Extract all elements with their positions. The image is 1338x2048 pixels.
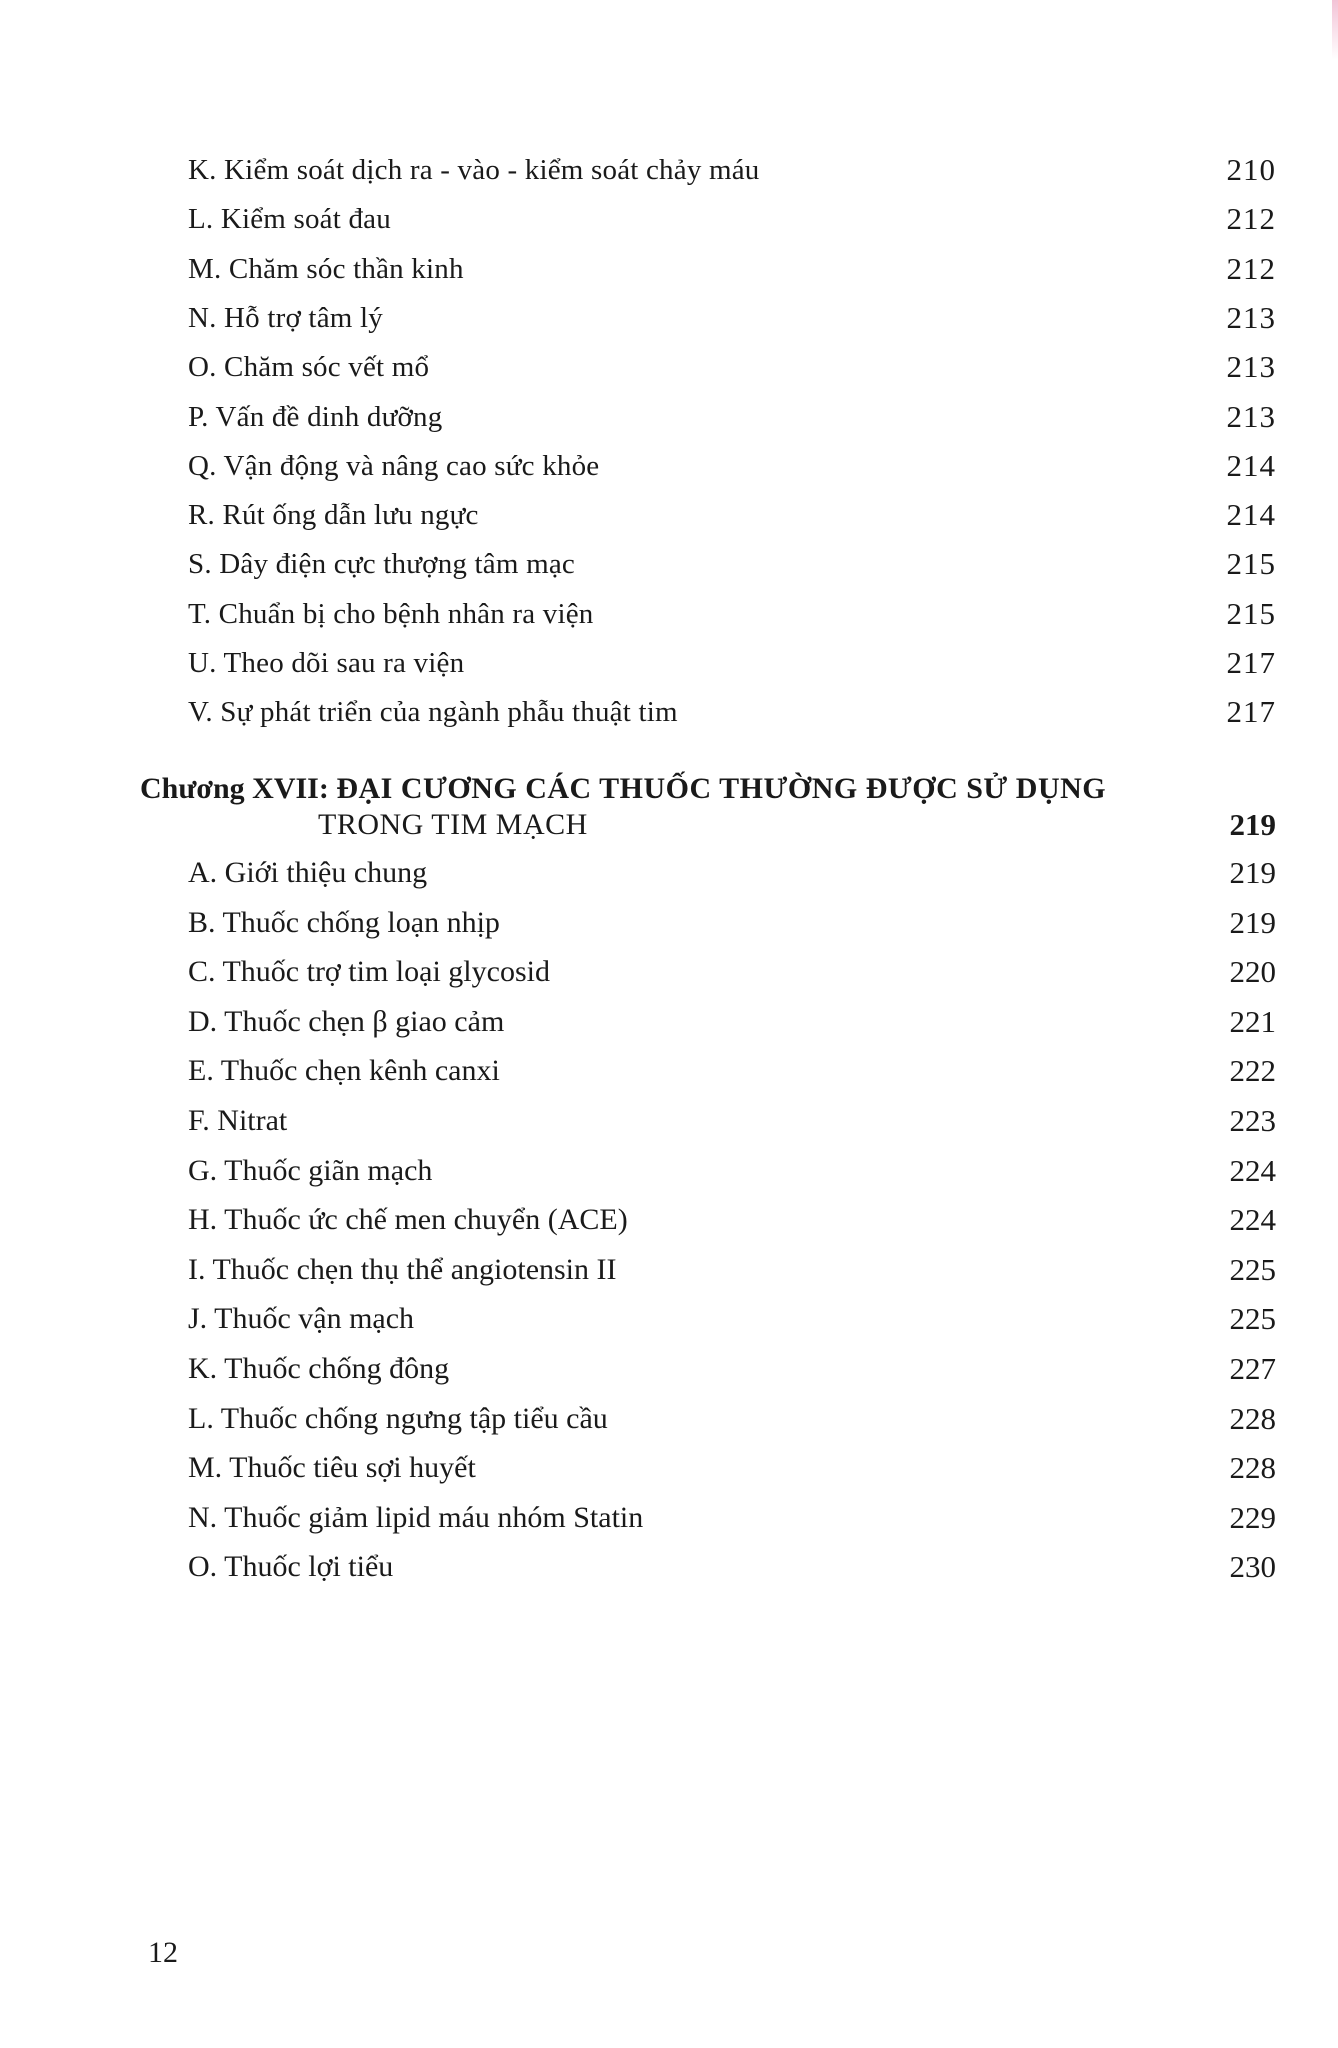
- chapter-title-line2: TRONG TIM MẠCH: [318, 808, 588, 841]
- chapter-title-line1: ĐẠI CƯƠNG CÁC THUỐC THƯỜNG ĐƯỢC SỬ DỤNG: [336, 772, 1107, 805]
- toc-entry: [188, 343, 1276, 391]
- toc-entry-label: K. Thuốc chống đông: [188, 1352, 450, 1385]
- toc-entry: [188, 1444, 1276, 1492]
- toc-entry: [188, 442, 1276, 490]
- toc-entry-label: G. Thuốc giãn mạch: [188, 1153, 433, 1187]
- toc-entry: [188, 1147, 1276, 1195]
- toc-entry-label: J. Thuốc vận mạch: [188, 1302, 415, 1336]
- toc-entry-page: 213: [1226, 299, 1276, 335]
- page-edge-mark: [1332, 0, 1338, 60]
- toc-entry: [188, 849, 1276, 897]
- toc-entry-page: 215: [1226, 595, 1276, 631]
- toc-entry: [188, 393, 1276, 441]
- toc-entry: [188, 1246, 1276, 1294]
- toc-entry: [188, 245, 1276, 293]
- toc-entry: [188, 899, 1276, 947]
- toc-entry: [188, 1047, 1276, 1095]
- toc-entry: [188, 590, 1276, 638]
- toc-entry-page: 228: [1229, 1450, 1276, 1486]
- toc-entry: [188, 1543, 1276, 1591]
- chapter-page-number: 219: [1229, 807, 1276, 842]
- toc-entry-label: R. Rút ống dẫn lưu ngực: [188, 499, 479, 532]
- toc-entry-page: 224: [1229, 1202, 1276, 1238]
- toc-entry-label: V. Sự phát triển của ngành phẫu thuật tim: [188, 696, 678, 729]
- toc-entry-page: 221: [1229, 1003, 1276, 1039]
- page-number: 12: [148, 1936, 178, 1969]
- toc-entry-label: L. Kiểm soát đau: [188, 203, 391, 236]
- toc-entry-label: B. Thuốc chống loạn nhịp: [188, 905, 500, 939]
- toc-entry-page: 213: [1226, 398, 1276, 434]
- toc-entry-page: 214: [1226, 497, 1276, 533]
- chapter-heading: [140, 765, 1106, 813]
- toc-entry: [188, 195, 1276, 243]
- toc-entry: [188, 1295, 1276, 1343]
- toc-entry-page: 217: [1226, 694, 1276, 730]
- toc-entry-page: 213: [1226, 349, 1276, 385]
- toc-entry-label: C. Thuốc trợ tim loại glycosid: [188, 955, 550, 989]
- toc-entry: [188, 948, 1276, 996]
- toc-entry-page: 217: [1226, 645, 1276, 680]
- toc-entry-page: 228: [1229, 1400, 1276, 1436]
- toc-entry: [188, 1395, 1276, 1443]
- toc-entry-page: 212: [1226, 250, 1276, 286]
- toc-entry-label: O. Chăm sóc vết mổ: [188, 351, 430, 384]
- toc-entry-page: 212: [1226, 201, 1276, 237]
- toc-entry-label: A. Giới thiệu chung: [188, 856, 428, 889]
- toc-entry-page: 222: [1229, 1053, 1276, 1089]
- toc-entry-label: E. Thuốc chẹn kênh canxi: [188, 1054, 500, 1088]
- toc-entry-label: U. Theo dõi sau ra viện: [188, 647, 465, 679]
- toc-entry-page: 224: [1229, 1152, 1276, 1188]
- toc-entry: [188, 688, 1276, 736]
- toc-entry: [188, 1494, 1276, 1542]
- toc-entry-label: M. Thuốc tiêu sợi huyết: [188, 1451, 476, 1485]
- toc-entry-label: N. Hỗ trợ tâm lý: [188, 301, 383, 334]
- toc-entry-page: 220: [1229, 954, 1276, 990]
- toc-entry-label: Q. Vận động và nâng cao sức khỏe: [188, 449, 600, 482]
- toc-entry-label: M. Chăm sóc thần kinh: [188, 252, 464, 285]
- toc-entry: [188, 491, 1276, 539]
- toc-entry: [188, 639, 1276, 687]
- toc-entry: [188, 1097, 1276, 1145]
- toc-entry-page: 225: [1229, 1301, 1276, 1337]
- toc-entry-label: T. Chuẩn bị cho bệnh nhân ra viện: [188, 597, 594, 630]
- toc-entry-label: O. Thuốc lợi tiểu: [188, 1550, 394, 1584]
- toc-entry-label: F. Nitrat: [188, 1104, 288, 1137]
- toc-entry: [188, 1345, 1276, 1393]
- toc-entry-page: 229: [1229, 1499, 1276, 1535]
- toc-entry-label: S. Dây điện cực thượng tâm mạc: [188, 548, 575, 581]
- toc-entry-page: 215: [1226, 546, 1276, 582]
- toc-entry-page: 219: [1229, 904, 1276, 940]
- chapter-prefix: Chương XVII:: [140, 772, 329, 805]
- toc-entry: [188, 998, 1276, 1046]
- toc-entry-label: K. Kiểm soát dịch ra - vào - kiểm soát chảy máu: [188, 154, 760, 186]
- toc-entry-label: P. Vấn đề dinh dưỡng: [188, 400, 443, 433]
- toc-entry-page: 227: [1229, 1351, 1276, 1386]
- toc-entry-page: 223: [1229, 1103, 1276, 1138]
- toc-entry-page: 210: [1226, 152, 1276, 187]
- toc-entry-page: 225: [1229, 1251, 1276, 1287]
- toc-entry-page: 214: [1226, 447, 1276, 483]
- toc-entry: [188, 146, 1276, 194]
- toc-entry-label: L. Thuốc chống ngưng tập tiểu cầu: [188, 1401, 608, 1435]
- toc-entry-page: 230: [1229, 1549, 1276, 1585]
- toc-entry-label: N. Thuốc giảm lipid máu nhóm Statin: [188, 1500, 644, 1534]
- toc-entry: [188, 294, 1276, 342]
- toc-entry: [188, 540, 1276, 588]
- toc-entry-label: D. Thuốc chẹn β giao cảm: [188, 1004, 505, 1038]
- toc-entry-label: H. Thuốc ức chế men chuyển (ACE): [188, 1203, 628, 1237]
- toc-entry-label: I. Thuốc chẹn thụ thể angiotensin II: [188, 1252, 617, 1286]
- toc-entry-page: 219: [1229, 855, 1276, 890]
- toc-entry: [188, 1196, 1276, 1244]
